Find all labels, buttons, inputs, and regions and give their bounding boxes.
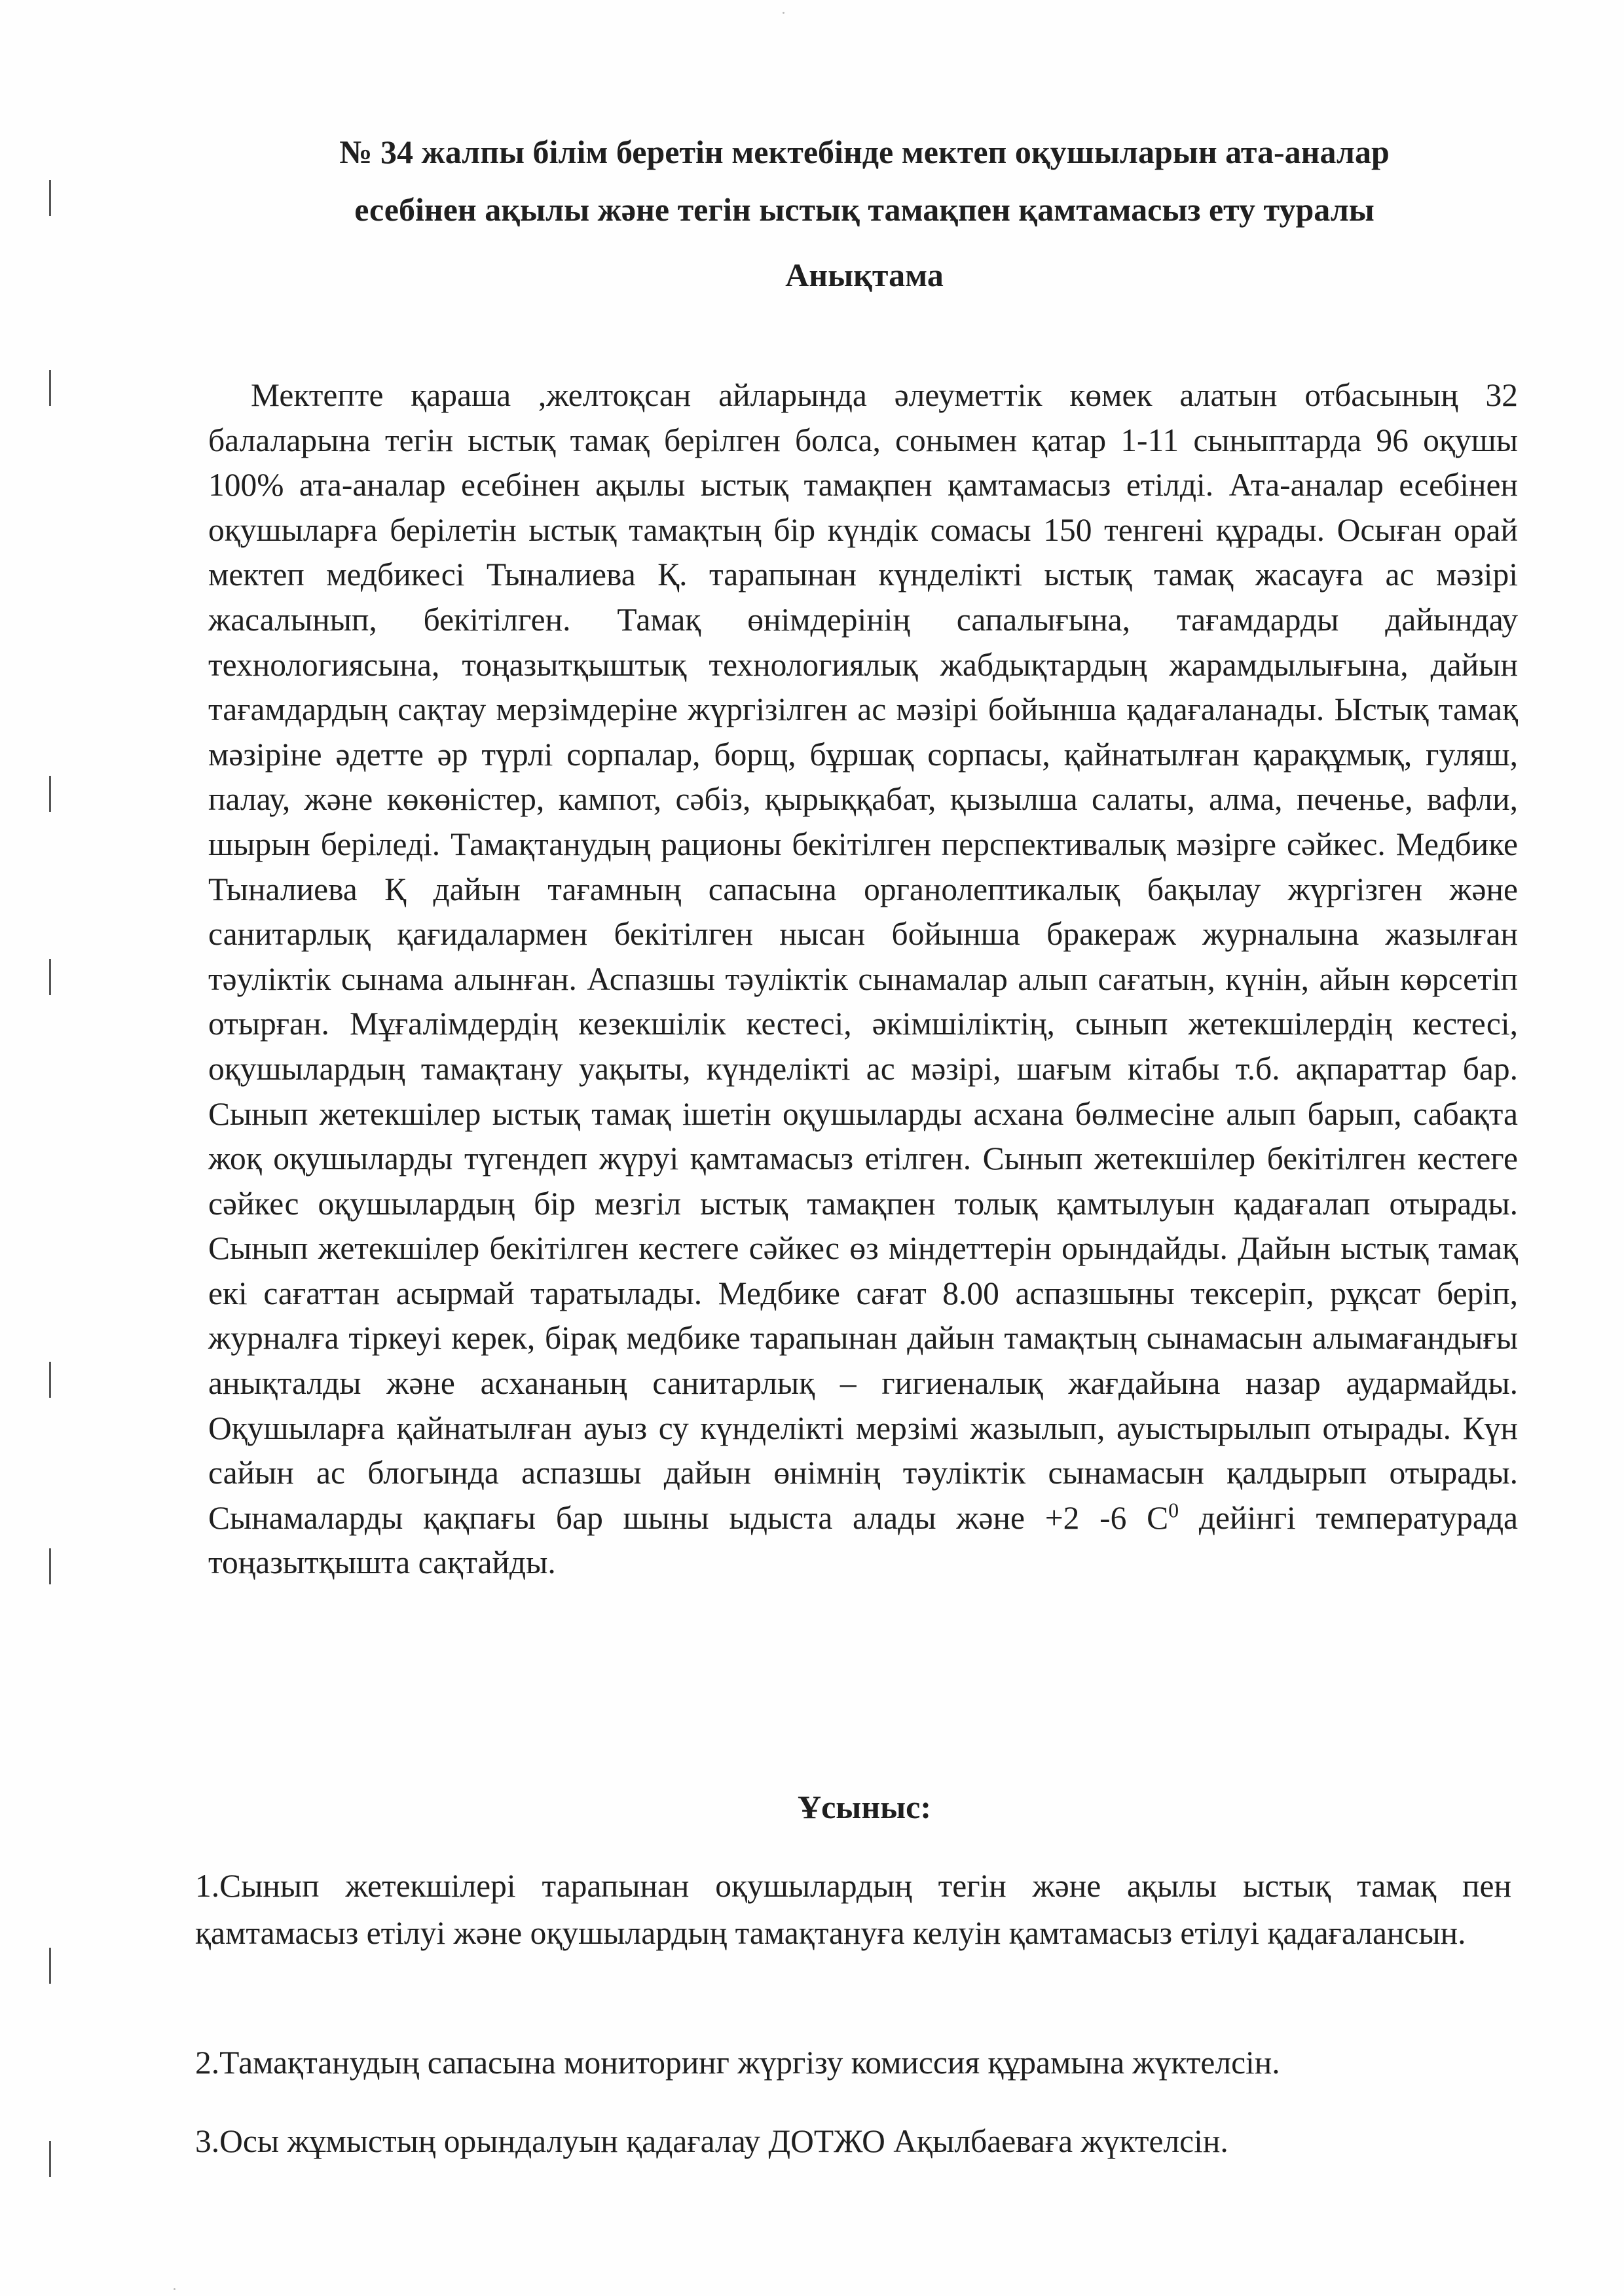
body-main-text: Мектепте қараша ,желтоқсан айларында әлеуметтік көмек алатын отбасының 32 балаларына тегін ыстық тамақ берілген болса, сонымен қатар 1-11 сыныптарда 96 оқушы 100% ата-аналар есебінен ақылы ыстық тамақпен қамтамасыз етілді. Ата-аналар есебінен оқушыларға берілетін ыстық тамақтың бір күндік сомасы 150 тенгені құрады. Осыған орай мектеп медбикесі Тыналиева Қ. тарапынан күнделікті ыстық тамақ жасауға ас мәзірі жасалынып, бекітілген. Тамақ өнімдерінің сапалығына, тағамдарды дайындау технологиясына, тоңазытқыштық технологиялық жабдықтардың жарамдылығына, дайын тағамдардың сақтау мерзімдеріне жүргізілген ас мәзірі бойынша қадағаланады. Ыстық тамақ мәзіріне әдетте әр түрлі сорпалар, борщ, бұршақ сорпасы, қайнатылған қарақұмық, гуляш, палау, және көкөністер, кампот, сәбіз, қырыққабат, қызылша салаты, алма, печенье, вафли, шырын беріледі. Тамақтанудың рационы бекітілген перспективалық мәзірге сәйкес. Медбике Тыналиева Қ дайын тағамның сапасына органолептикалық бақылау жүргізген және санитарлық қағидалармен бекітілген нысан бойынша бракераж журналына жазылған тәуліктік сынама алынған. Аспазшы тәуліктік сынамалар алып сағатын, күнін, айын көрсетіп отырған. Мұғалімдердің кезекшілік кестесі, әкімшіліктің, сынып жетекшілердің кестесі, оқушылардың тамақтану уақыты, күнделікті ас мәзірі, шағым кітабы т.б. ақпараттар бар. Сынып жетекшілер ыстық тамақ ішетін оқушыларды асхана бөлмесіне алып барып, сабақта жоқ оқушыларды түгендеп жүруі қамтамасыз етілген. Сынып жетекшілер бекітілген кестеге сәйкес оқушылардың бір мезгіл ыстық тамақпен толық қамтылуын қадағалап отырады. Сынып жетекшілер бекітілген кестеге сәйкес өз міндеттерін орындайды. Дайын ыстық тамақ екі сағаттан асырмай таратылады. Медбике сағат 8.00 аспазшыны тексеріп, рұқсат беріп, журналға тіркеуі керек, бірақ медбике тарапынан дайын тамақтың сынамасын алымағандығы анықталды және асхананың санитарлық – гигиеналық жағдайына назар аудармайды. Оқушыларға қайнатылған ауыз су күнделікті мерзімі жазылып, ауыстырылып отырады. Күн сайын ас блогында аспазшы дайын өнімнің тәуліктік сынамасын қалдырып отырады. Сынамаларды қақпағы бар шыны ыдыста алады және +2 -6 С	[208, 377, 1518, 1536]
title-line-2: есебінен ақылы және тегін ыстық тамақпен қамтамасыз ету туралы	[354, 191, 1375, 228]
binding-hole-mark	[49, 1548, 51, 1584]
binding-hole-mark	[49, 1362, 51, 1398]
body-tail-text: дейінгі температурада тоңазытқышта сақтайды.	[208, 1499, 1518, 1581]
scan-speck	[783, 12, 784, 14]
binding-hole-mark	[49, 180, 51, 216]
title-line-1: № 34 жалпы білім беретін мектебінде мектеп оқушыларын ата-аналар	[339, 134, 1390, 170]
document-subtitle: Анықтама	[785, 257, 944, 293]
recommendation-item-2: 2.Тамақтанудың сапасына мониторинг жүргізу комиссия құрамына жүктелсін.	[195, 2045, 1280, 2081]
binding-hole-mark	[49, 776, 51, 812]
binding-hole-mark	[49, 959, 51, 995]
recommendations-heading: Ұсыныс:	[797, 1789, 932, 1825]
scan-speck	[174, 2288, 175, 2290]
body-paragraph	[208, 373, 1518, 1586]
binding-hole-mark	[49, 2141, 51, 2177]
degree-superscript: 0	[1168, 1498, 1179, 1522]
recommendation-item-3: 3.Осы жұмыстың орындалуын қадағалау ДОТЖО Ақылбаеваға жүктелсін.	[195, 2123, 1228, 2159]
document-title	[164, 123, 1565, 238]
recommendation-item-1: 1.Сынып жетекшілері тарапынан оқушылардың тегін және ақылы ыстық тамақ пен қамтамасыз етілуі және оқушылардың тамақтануға келуін қамтамасыз етілуі қадағалансын.	[195, 1868, 1511, 1951]
binding-hole-mark	[49, 370, 51, 406]
binding-hole-mark	[49, 1948, 51, 1984]
